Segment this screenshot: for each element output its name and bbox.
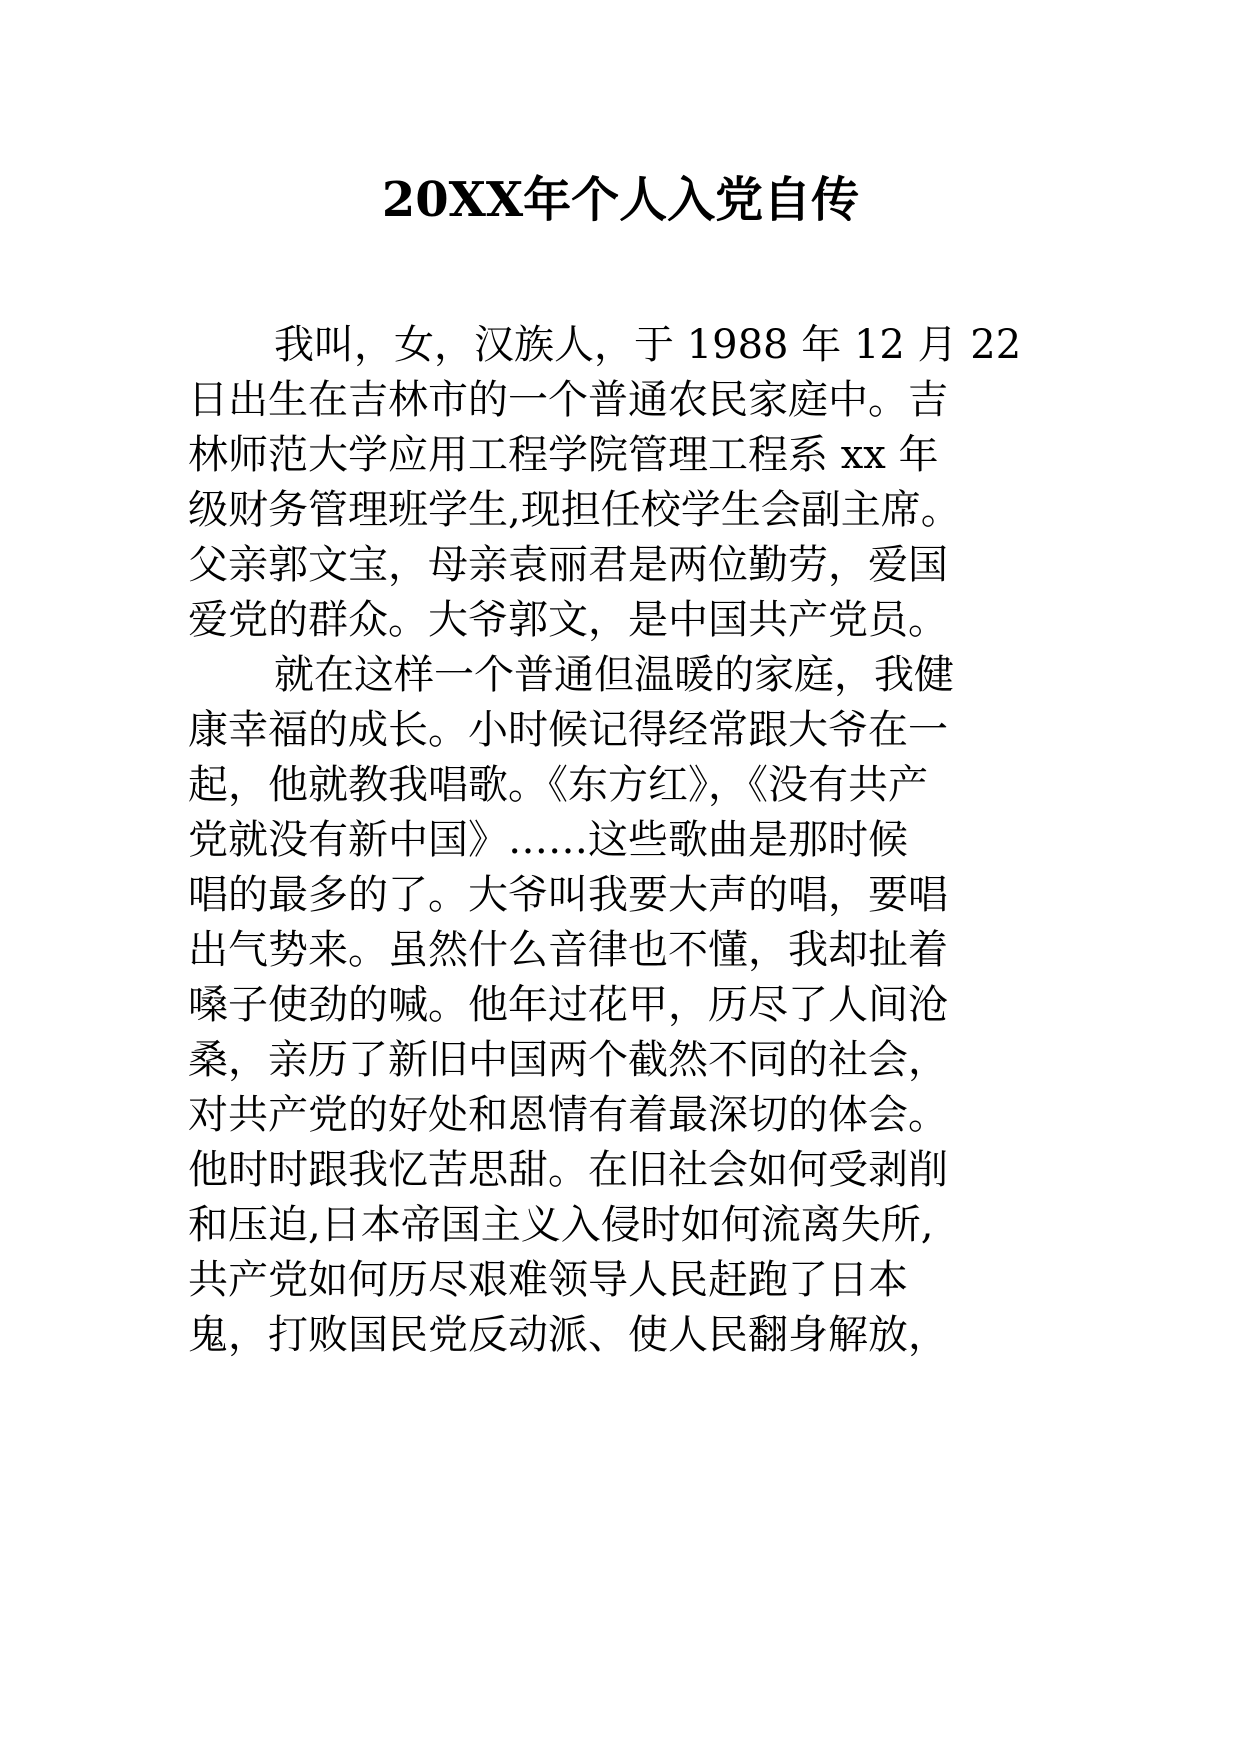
paragraph-2-line-3: 起，他就教我唱歌。《东方红》，《没有共产 bbox=[188, 762, 928, 808]
paragraph-1-line-1: 我叫，女，汉族人，于 1988 年 12 月 22 bbox=[274, 322, 1022, 368]
paragraph-2-line-4: 党就没有新中国》……这些歌曲是那时候 bbox=[188, 817, 908, 863]
paragraph-2-line-9: 对共产党的好处和恩情有着最深切的体会。 bbox=[188, 1092, 948, 1138]
paragraph-2-line-7: 嗓子使劲的喊。他年过花甲，历尽了人间沧 bbox=[188, 982, 948, 1028]
page-title: 20XX年个人入党自传 bbox=[381, 172, 860, 228]
paragraph-1-line-2: 日出生在吉林市的一个普通农民家庭中。吉 bbox=[188, 377, 948, 423]
paragraph-2-line-2: 康幸福的成长。小时候记得经常跟大爷在一 bbox=[188, 707, 948, 753]
document-body bbox=[188, 318, 1088, 1363]
paragraph-2-line-12: 共产党如何历尽艰难领导人民赶跑了日本 bbox=[188, 1257, 908, 1303]
paragraph-2-line-1: 就在这样一个普通但温暖的家庭，我健 bbox=[274, 652, 954, 698]
paragraph-2-line-13: 鬼，打败国民党反动派、使人民翻身解放， bbox=[188, 1312, 948, 1358]
paragraph-1-line-6: 爱党的群众。大爷郭文，是中国共产党员。 bbox=[188, 597, 948, 643]
paragraph-1-line-5: 父亲郭文宝，母亲袁丽君是两位勤劳，爱国 bbox=[188, 542, 948, 588]
paragraph-2-line-8: 桑，亲历了新旧中国两个截然不同的社会， bbox=[188, 1037, 948, 1083]
paragraph-2-line-10: 他时时跟我忆苦思甜。在旧社会如何受剥削 bbox=[188, 1147, 948, 1193]
paragraph-1-line-4: 级财务管理班学生,现担任校学生会副主席。 bbox=[188, 487, 961, 533]
paragraph-1-line-3: 林师范大学应用工程学院管理工程系 xx 年 bbox=[188, 432, 939, 478]
paragraph-2-line-6: 出气势来。虽然什么音律也不懂，我却扯着 bbox=[188, 927, 948, 973]
paragraph-2-line-11: 和压迫,日本帝国主义入侵时如何流离失所, bbox=[188, 1202, 934, 1248]
paragraph-2-line-5: 唱的最多的了。大爷叫我要大声的唱，要唱 bbox=[188, 872, 948, 918]
